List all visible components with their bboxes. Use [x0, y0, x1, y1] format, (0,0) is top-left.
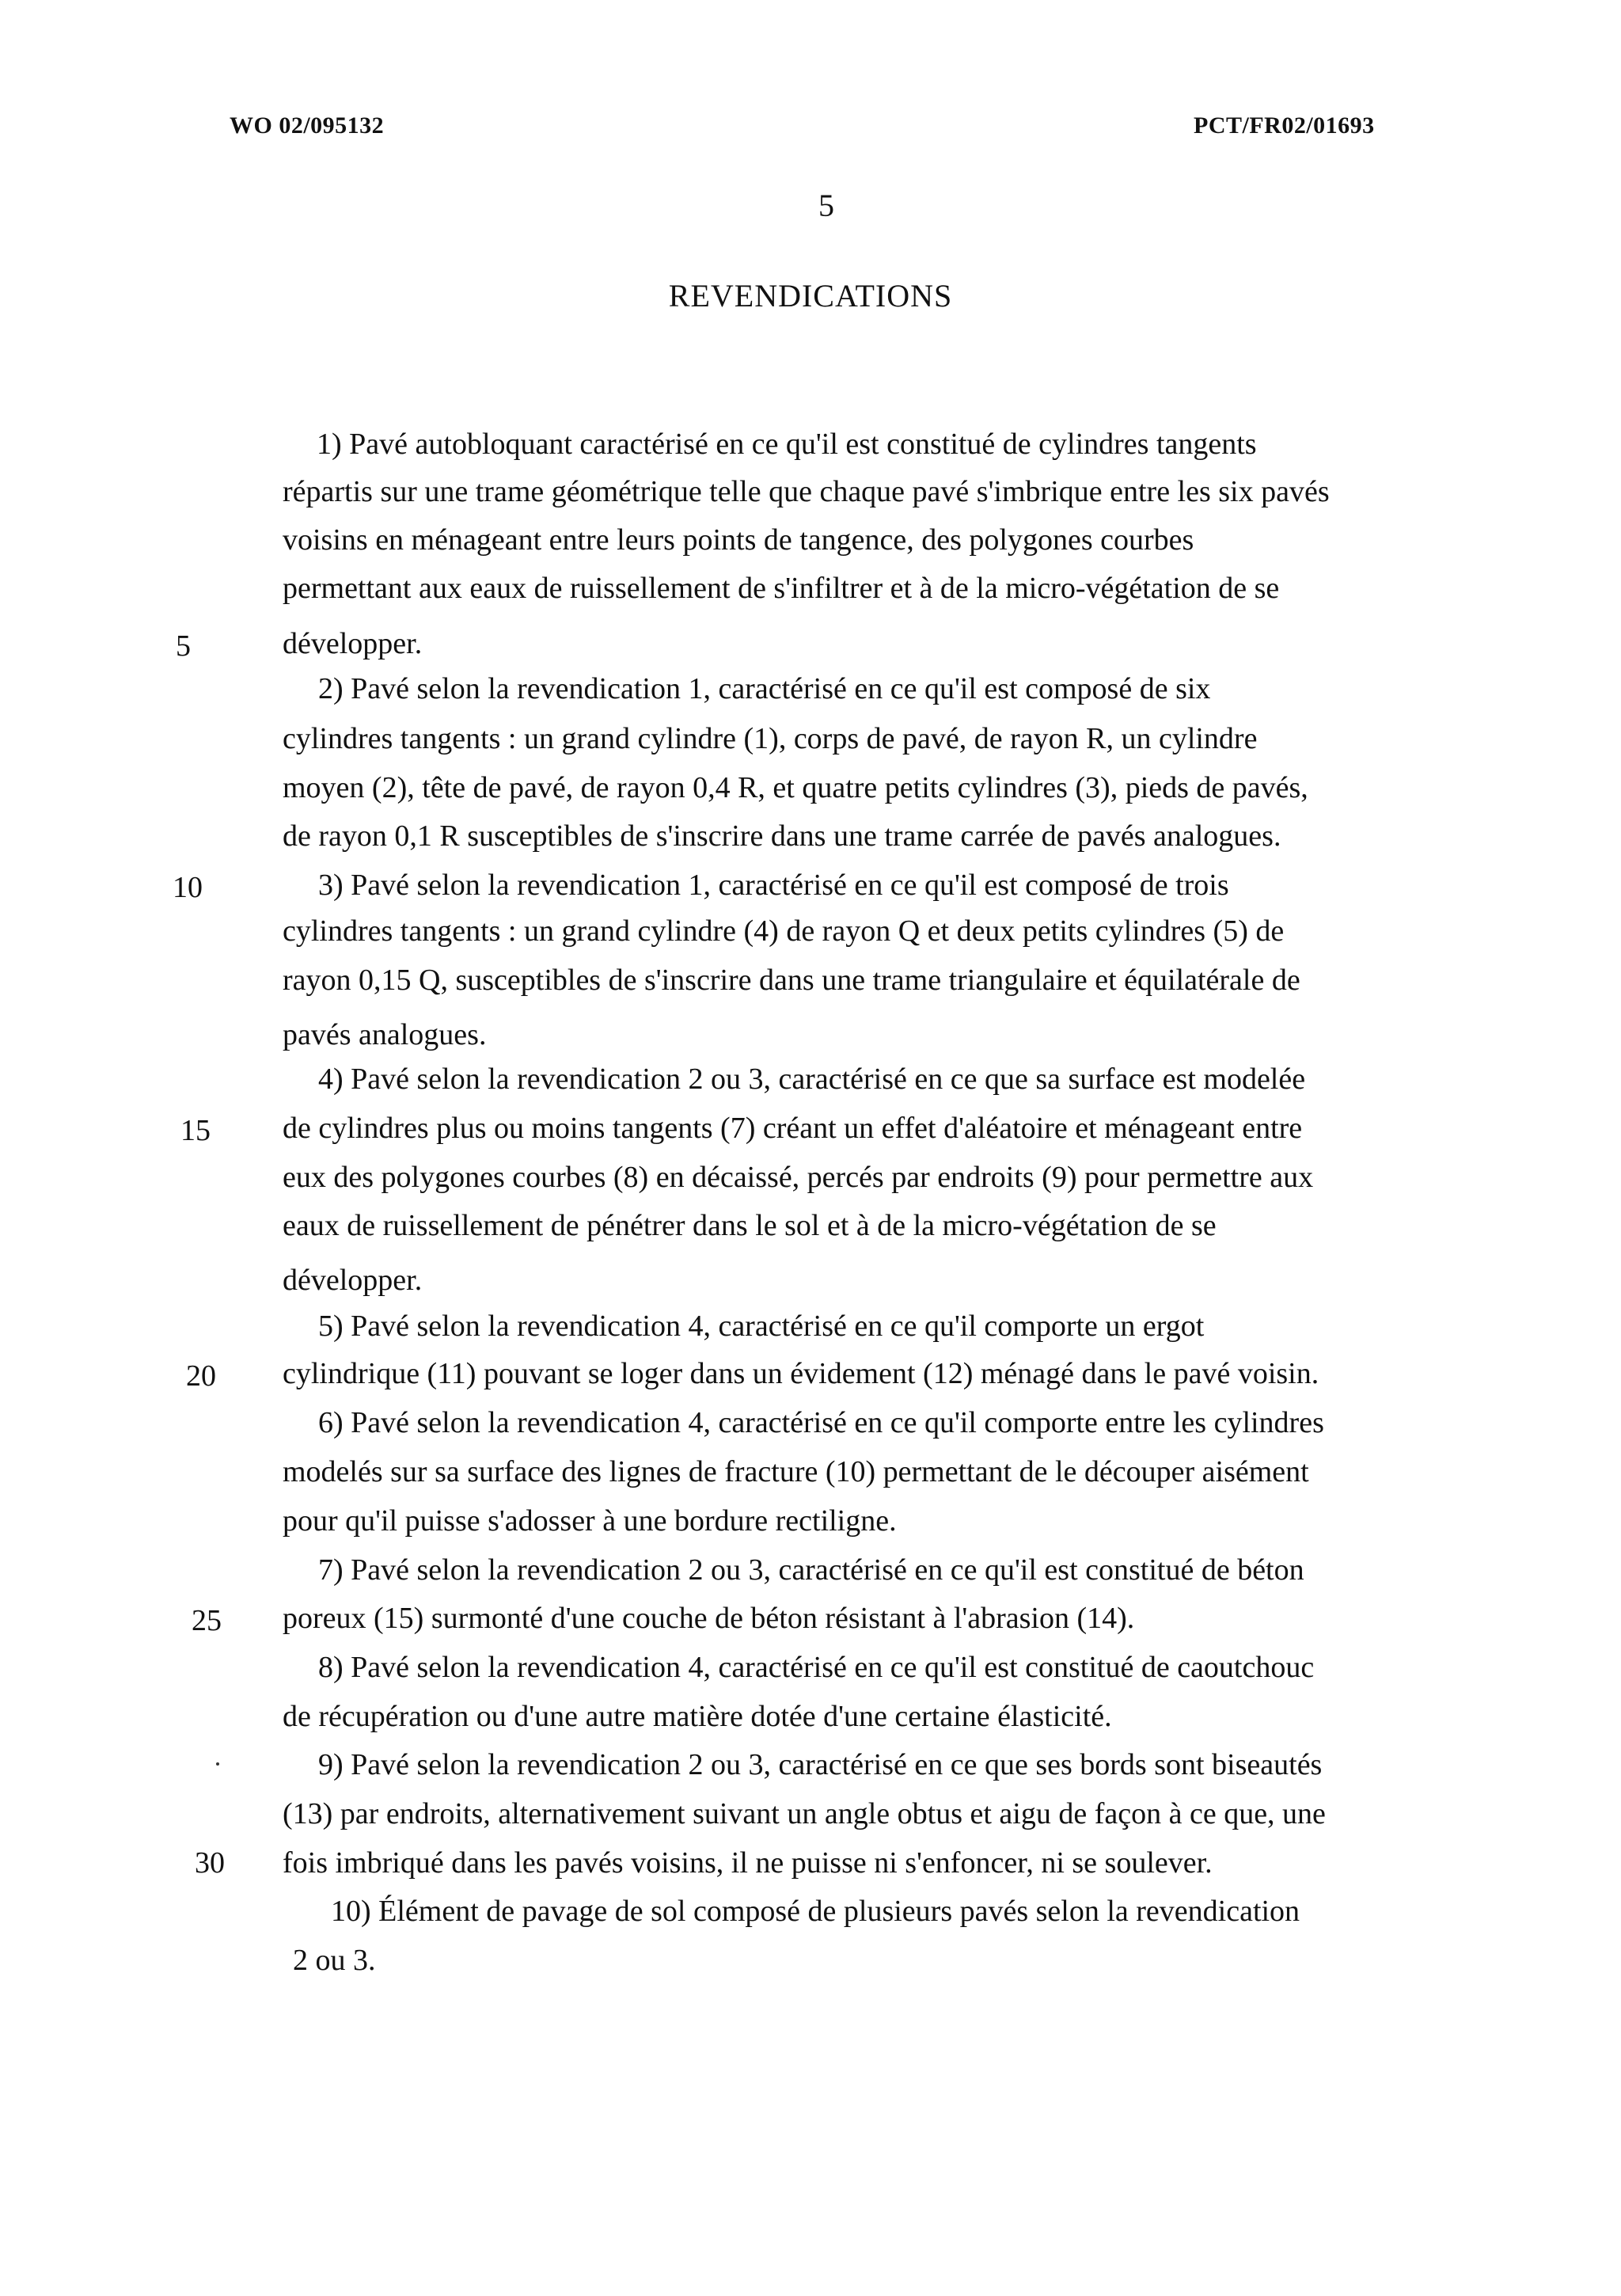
line-number: 15 [180, 1114, 211, 1147]
claim-line: moyen (2), tête de pavé, de rayon 0,4 R, et quatre petits cylindres (3), pieds de pavés, [283, 771, 1308, 804]
claim-line: de récupération ou d'une autre matière dotée d'une certaine élasticité. [283, 1700, 1112, 1733]
claim-line: poreux (15) surmonté d'une couche de béton résistant à l'abrasion (14). [283, 1602, 1135, 1635]
scan-speck [216, 1762, 219, 1766]
claim-line: 1) Pavé autobloquant caractérisé en ce qu'il est constitué de cylindres tangents [317, 428, 1257, 461]
claim-line: cylindres tangents : un grand cylindre (1), corps de pavé, de rayon R, un cylindre [283, 722, 1258, 755]
claim-line: cylindres tangents : un grand cylindre (4) de rayon Q et deux petits cylindres (5) de [283, 914, 1285, 948]
claim-line: eux des polygones courbes (8) en décaissé, percés par endroits (9) pour permettre aux [283, 1161, 1314, 1194]
claim-line: développer. [283, 627, 423, 660]
line-number: 30 [195, 1846, 225, 1880]
claim-line: modelés sur sa surface des lignes de fracture (10) permettant de le découper aisément [283, 1455, 1309, 1488]
page-title: REVENDICATIONS [668, 278, 953, 314]
claim-line: rayon 0,15 Q, susceptibles de s'inscrire dans une trame triangulaire et équilatérale de [283, 964, 1300, 997]
claim-line: pour qu'il puisse s'adosser à une bordure rectiligne. [283, 1504, 897, 1538]
claim-line: eaux de ruissellement de pénétrer dans le sol et à de la micro-végétation de se [283, 1209, 1217, 1242]
claim-line: 10) Élément de pavage de sol composé de plusieurs pavés selon la revendication [331, 1895, 1300, 1928]
claim-line: développer. [283, 1264, 423, 1297]
line-number: 20 [186, 1359, 216, 1393]
claim-line: 3) Pavé selon la revendication 1, caractérisé en ce qu'il est composé de trois [318, 869, 1229, 902]
application-number: PCT/FR02/01693 [1194, 112, 1375, 139]
claim-line: de rayon 0,1 R susceptibles de s'inscrire dans une trame carrée de pavés analogues. [283, 819, 1281, 853]
claim-line: répartis sur une trame géométrique telle que chaque pavé s'imbrique entre les six pavés [283, 475, 1330, 508]
publication-number: WO 02/095132 [230, 112, 385, 139]
line-number: 5 [176, 629, 191, 663]
claim-line: de cylindres plus ou moins tangents (7) créant un effet d'aléatoire et ménageant entre [283, 1112, 1303, 1145]
claim-line: 2 ou 3. [293, 1944, 376, 1977]
claim-line: 9) Pavé selon la revendication 2 ou 3, caractérisé en ce que ses bords sont biseautés [318, 1748, 1323, 1781]
claim-line: (13) par endroits, alternativement suivant un angle obtus et aigu de façon à ce que, une [283, 1797, 1326, 1830]
claim-line: 5) Pavé selon la revendication 4, caractérisé en ce qu'il comporte un ergot [318, 1310, 1205, 1343]
line-number: 10 [173, 871, 203, 904]
claim-line: voisins en ménageant entre leurs points de tangence, des polygones courbes [283, 523, 1194, 557]
claim-line: permettant aux eaux de ruissellement de s'infiltrer et à de la micro-végétation de se [283, 572, 1280, 605]
claim-line: pavés analogues. [283, 1018, 487, 1051]
claim-line: 8) Pavé selon la revendication 4, caractérisé en ce qu'il est constitué de caoutchouc [318, 1651, 1315, 1684]
claim-line: cylindrique (11) pouvant se loger dans un évidement (12) ménagé dans le pavé voisin. [283, 1357, 1319, 1390]
claim-line: 7) Pavé selon la revendication 2 ou 3, caractérisé en ce qu'il est constitué de béton [318, 1553, 1304, 1587]
page-number: 5 [818, 188, 834, 223]
claim-line: 2) Pavé selon la revendication 1, caractérisé en ce qu'il est composé de six [318, 672, 1211, 705]
claim-line: fois imbriqué dans les pavés voisins, il ne puisse ni s'enfoncer, ni se soulever. [283, 1846, 1213, 1880]
line-number: 25 [192, 1604, 222, 1637]
claim-line: 6) Pavé selon la revendication 4, caractérisé en ce qu'il comporte entre les cylindres [318, 1406, 1324, 1439]
claim-line: 4) Pavé selon la revendication 2 ou 3, caractérisé en ce que sa surface est modelée [318, 1062, 1306, 1096]
